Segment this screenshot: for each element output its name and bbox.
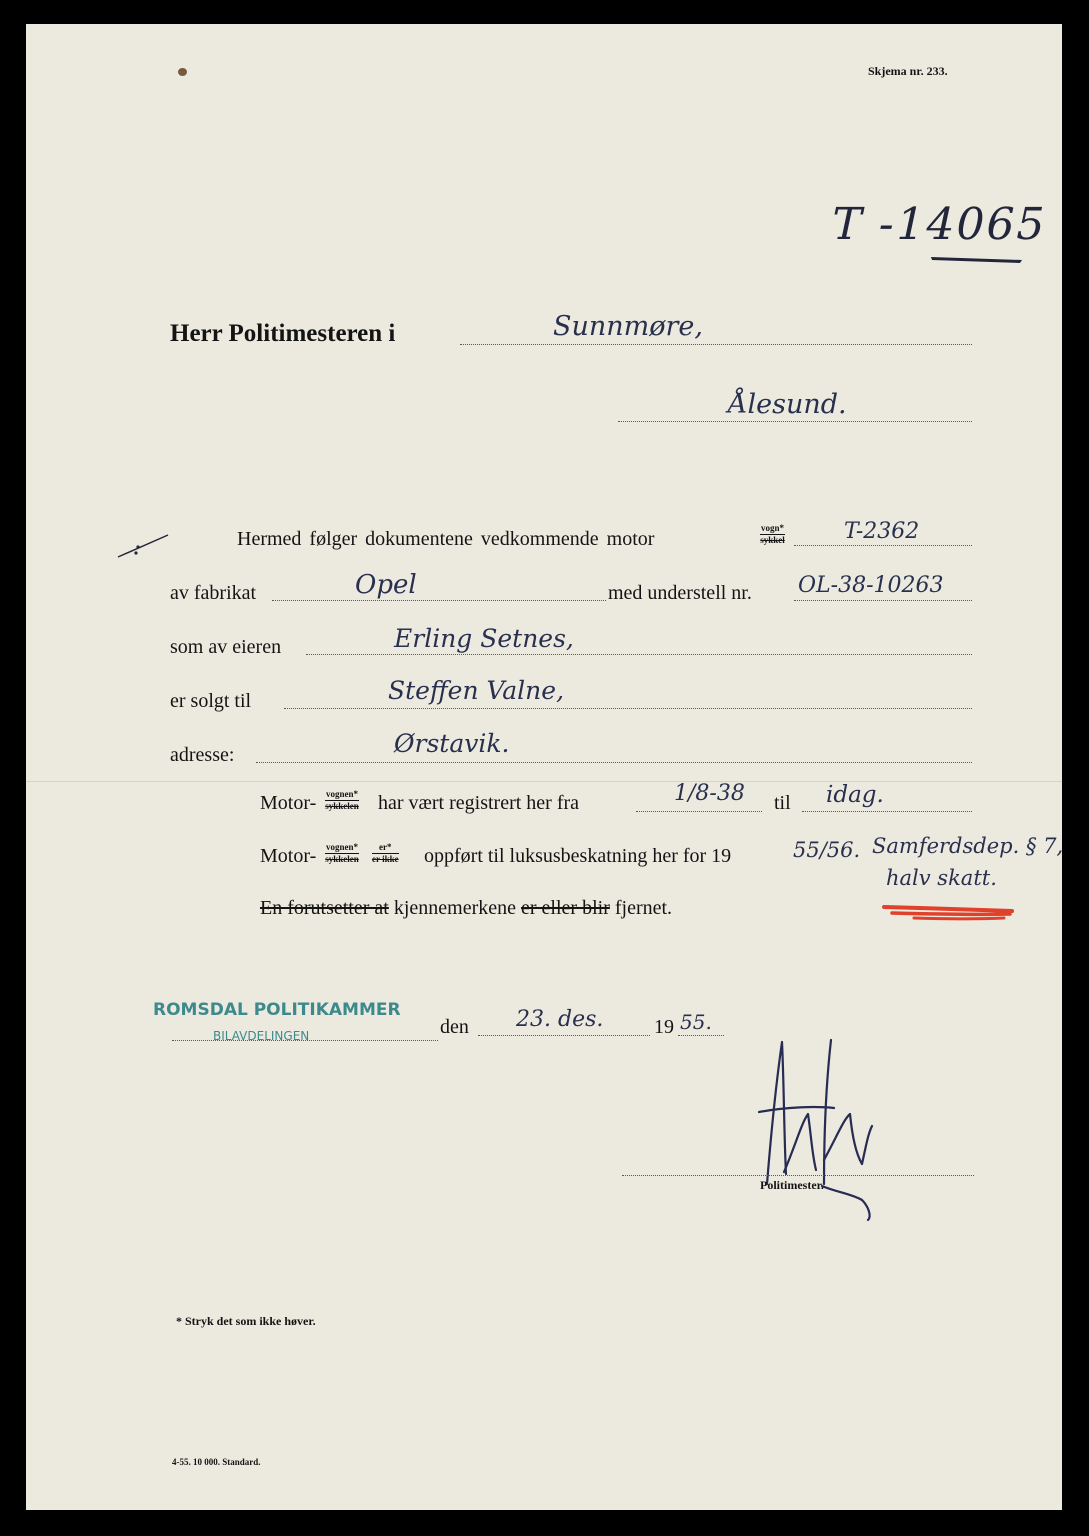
reg-motor-label: Motor- bbox=[260, 792, 317, 814]
reg-from-value: 1/8-38 bbox=[674, 781, 745, 806]
tax-choice-vognen: vognen* bbox=[326, 842, 359, 852]
tax-choice-sykkelen: sykkelen bbox=[325, 854, 359, 864]
tax-choice-er-ikke: er ikke bbox=[372, 854, 399, 864]
buyer-label: er solgt til bbox=[170, 690, 252, 712]
tax-motor-label: Motor- bbox=[260, 845, 317, 867]
removal-struck-prefix: En forutsetter at bbox=[260, 897, 389, 919]
reg-to-label: til bbox=[774, 792, 791, 814]
stamp-line2: BILAVDELINGEN bbox=[213, 1029, 310, 1043]
removal-struck-options: er eller blir bbox=[521, 897, 610, 919]
print-info: 4-55. 10 000. Standard. bbox=[172, 1457, 261, 1467]
reg-choice-sykkelen: sykkelen bbox=[325, 801, 359, 811]
date-year-value: 55. bbox=[680, 1010, 712, 1034]
tax-choice-er: er* bbox=[372, 842, 399, 854]
addressee-district: Sunnmøre, bbox=[553, 311, 703, 342]
removal-text-middle: kjennemerkene bbox=[393, 897, 517, 919]
intro-text: Hermed følger dokumentene vedkommende motor bbox=[237, 528, 655, 550]
date-day-value: 23. des. bbox=[516, 1007, 604, 1032]
chassis-value: OL-38-10263 bbox=[798, 573, 944, 598]
tax-note-line2: halv skatt. bbox=[886, 866, 997, 890]
stamp-line1: ROMSDAL POLITIKAMMER bbox=[153, 1000, 401, 1020]
addressee-label: Herr Politimesteren i bbox=[170, 320, 396, 347]
chassis-label: med understell nr. bbox=[608, 582, 752, 604]
addressee-city: Ålesund. bbox=[728, 389, 847, 420]
footnote: * Stryk det som ikke høver. bbox=[176, 1314, 316, 1328]
registration-number: T-2362 bbox=[844, 519, 920, 544]
owner-value: Erling Setnes, bbox=[394, 624, 574, 653]
date-label: den bbox=[440, 1016, 469, 1038]
form-sheet bbox=[26, 24, 1062, 1510]
address-label: adresse: bbox=[170, 744, 235, 766]
removal-text-end: fjernet. bbox=[614, 897, 673, 919]
buyer-value: Steffen Valne, bbox=[388, 676, 565, 705]
signature-title: Politimester. bbox=[760, 1178, 824, 1192]
make-label: av fabrikat bbox=[170, 582, 257, 604]
reg-to-value: idag. bbox=[826, 782, 884, 808]
intro-choice-vogn: vogn* bbox=[761, 523, 785, 533]
reference-number: T -14065 bbox=[826, 199, 1052, 250]
reg-text: har vært registrert her fra bbox=[378, 792, 580, 814]
tax-year-value: 55/56. bbox=[793, 838, 861, 862]
signature-graphic bbox=[26, 24, 1062, 1224]
intro-choice-sykkel: sykkel bbox=[760, 535, 785, 545]
form-id: Skjema nr. 233. bbox=[868, 64, 948, 78]
owner-label: som av eieren bbox=[170, 636, 282, 658]
address-value: Ørstavik. bbox=[394, 729, 510, 758]
date-year-prefix: 19 bbox=[654, 1016, 674, 1038]
make-value: Opel bbox=[355, 570, 417, 600]
tax-note-line1: Samferdsdep. § 7, bbox=[872, 834, 1064, 858]
reg-choice-vognen: vognen* bbox=[326, 789, 359, 799]
tax-text: oppført til luksusbeskatning her for 19 bbox=[424, 845, 732, 867]
signature-line bbox=[622, 1175, 974, 1176]
